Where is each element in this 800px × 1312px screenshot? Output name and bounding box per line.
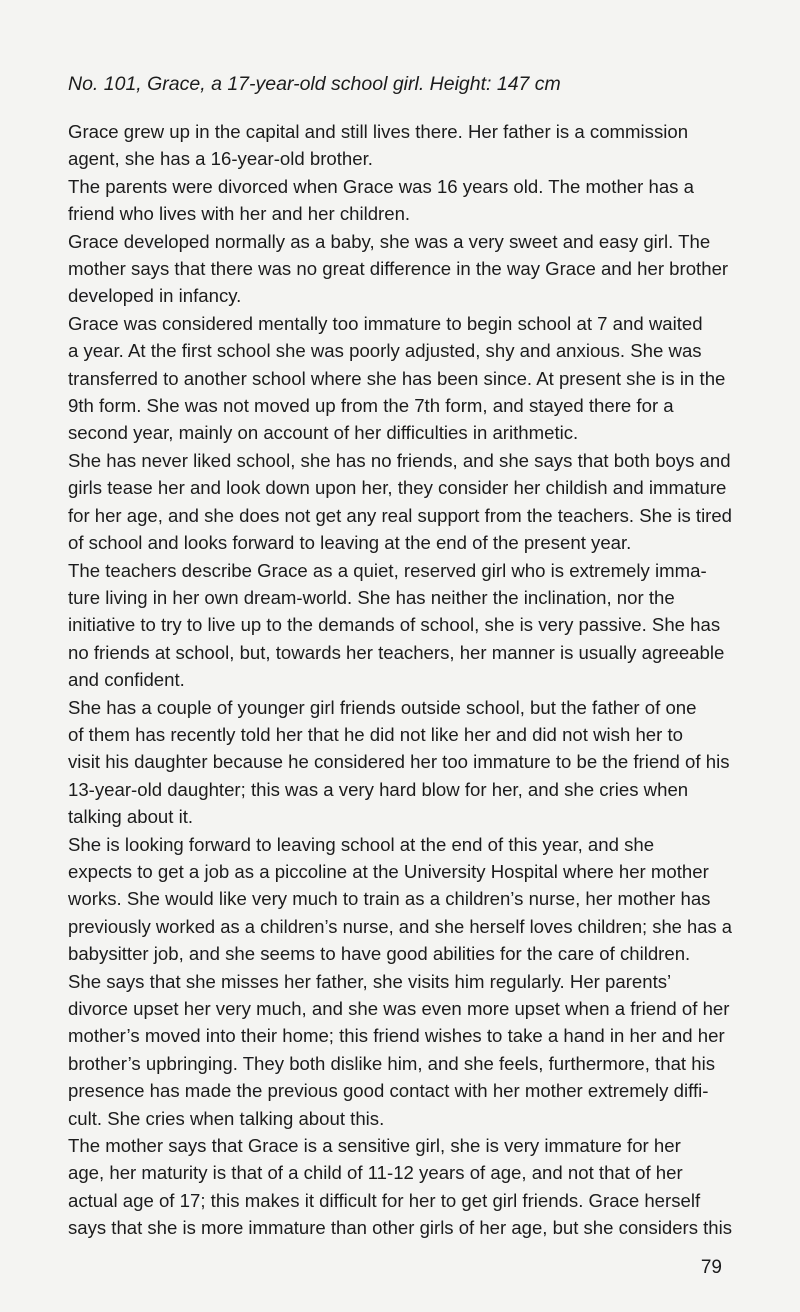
case-text <box>68 118 732 1242</box>
text-line: divorce upset her very much, and she was even more upset when a friend of her <box>68 998 730 1019</box>
text-line: developed in infancy. <box>68 285 242 307</box>
text-line: says that she is more immature than other girls of her age, but she considers this <box>68 1217 732 1239</box>
text-line: of them has recently told her that he did not like her and did not wish her to <box>68 723 683 745</box>
text-line: ture living in her own dream-world. She has neither the inclination, nor the <box>68 586 675 608</box>
text-line: for her age, and she does not get any real support from the teachers. She is tired <box>68 504 732 526</box>
text-line: presence has made the previous good contact with her mother extremely diffi- <box>68 1080 709 1102</box>
text-line: 13-year-old daughter; this was a very hard blow for her, and she cries when <box>68 778 689 800</box>
text-line: babysitter job, and she seems to have good abilities for the care of children. <box>68 943 691 965</box>
text-line: mother’s moved into their home; this friend wishes to take a hand in her and her <box>68 1025 725 1047</box>
text-line: second year, mainly on account of her difficulties in arithmetic. <box>68 422 579 444</box>
text-line: initiative to try to live up to the demands of school, she is very passive. She has <box>68 614 721 636</box>
case-heading: No. 101, Grace, a 17-year-old school girl. Height: 147 cm <box>68 73 561 95</box>
text-line: expects to get a job as a piccoline at the University Hospital where her mother <box>68 860 709 882</box>
text-line: mother says that there was no great difference in the way Grace and her brother <box>68 258 729 280</box>
text-line: Grace was considered mentally too immature to begin school at 7 and waited <box>68 312 703 334</box>
text-line: She has a couple of younger girl friends outside school, but the father of one <box>68 696 697 718</box>
text-line: She says that she misses her father, she visits him regularly. Her parents’ <box>68 970 672 992</box>
text-line: The parents were divorced when Grace was 16 years old. The mother has a <box>68 175 694 197</box>
text-line: Grace grew up in the capital and still lives there. Her father is a commission <box>68 121 689 142</box>
text-line: and confident. <box>68 669 185 691</box>
page-body <box>68 72 732 1242</box>
text-line: The teachers describe Grace as a quiet, reserved girl who is extremely imma- <box>68 559 707 581</box>
text-line: works. She would like very much to train as a children’s nurse, her mother has <box>68 888 711 910</box>
text-line: a year. At the first school she was poorly adjusted, shy and anxious. She was <box>68 340 702 362</box>
text-line: friend who lives with her and her children. <box>68 203 411 225</box>
text-line: previously worked as a children’s nurse, and she herself loves children; she has a <box>68 915 732 937</box>
text-line: talking about it. <box>68 806 194 828</box>
text-line: visit his daughter because he considered her too immature to be the friend of his <box>68 751 730 773</box>
text-line: age, her maturity is that of a child of 11-12 years of age, and not that of her <box>68 1162 683 1184</box>
text-line: She is looking forward to leaving school at the end of this year, and she <box>68 833 655 855</box>
text-line: no friends at school, but, towards her teachers, her manner is usually agreeable <box>68 641 725 663</box>
text-line: actual age of 17; this makes it difficult for her to get girl friends. Grace herself <box>68 1189 701 1211</box>
text-line: The mother says that Grace is a sensitive girl, she is very immature for her <box>68 1135 681 1157</box>
text-line: cult. She cries when talking about this. <box>68 1107 385 1129</box>
text-line: of school and looks forward to leaving at the end of the present year. <box>68 532 632 554</box>
text-line: girls tease her and look down upon her, they consider her childish and immature <box>68 477 727 499</box>
text-line: transferred to another school where she has been since. At present she is in the <box>68 367 726 389</box>
page-number: 79 <box>700 1257 722 1278</box>
text-line: She has never liked school, she has no friends, and she says that both boys and <box>68 449 731 471</box>
text-line: brother’s upbringing. They both dislike him, and she feels, furthermore, that his <box>68 1052 716 1074</box>
text-line: 9th form. She was not moved up from the 7th form, and stayed there for a <box>68 395 674 417</box>
text-line: agent, she has a 16-year-old brother. <box>68 148 373 170</box>
text-line: Grace developed normally as a baby, she was a very sweet and easy girl. The <box>68 230 711 252</box>
